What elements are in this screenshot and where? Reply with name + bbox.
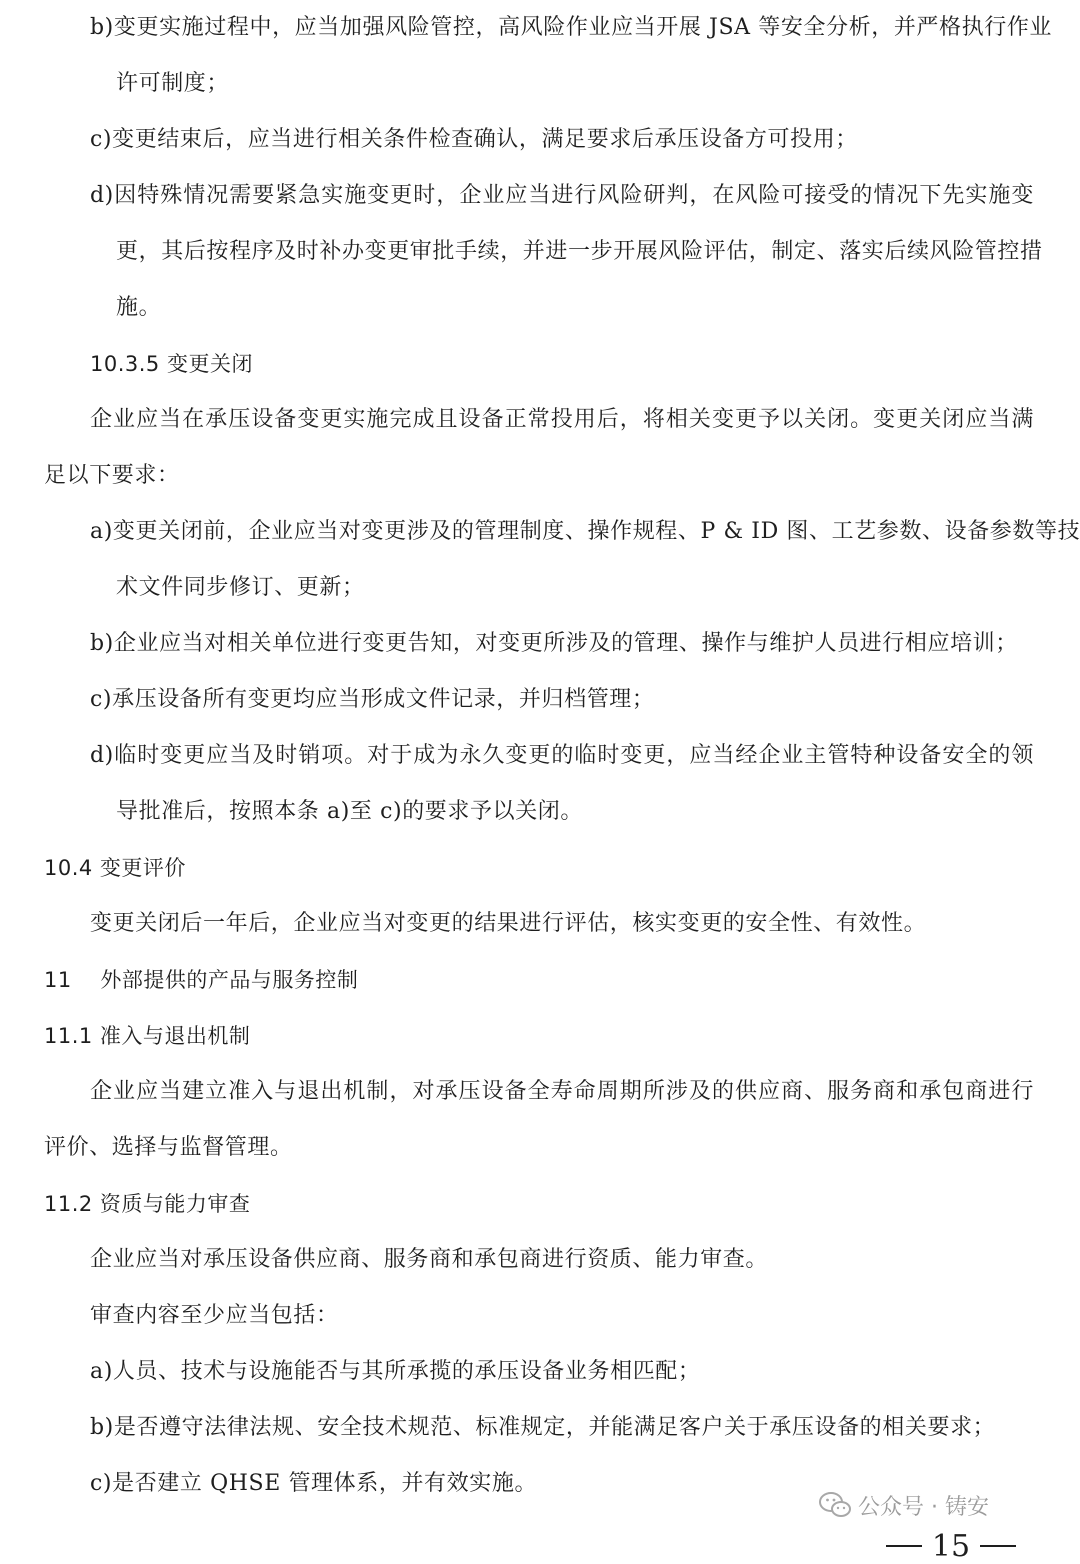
text-line: 更，其后按程序及时补办变更审批手续，并进一步开展风险评估，制定、落实后续风险管控措 — [116, 239, 1043, 264]
wechat-icon — [818, 1491, 852, 1519]
text-line: b)变更实施过程中，应当加强风险管控，高风险作业应当开展 JSA 等安全分析，并严格执行作业 — [90, 15, 1053, 40]
section-heading: 11.1 准入与退出机制 — [44, 1024, 251, 1048]
text-line: d)因特殊情况需要紧急实施变更时，企业应当进行风险研判，在风险可接受的情况下先实施变 — [90, 183, 1034, 208]
text-line: c)承压设备所有变更均应当形成文件记录，并归档管理； — [90, 687, 655, 712]
text-line: 企业应当在承压设备变更实施完成且设备正常投用后，将相关变更予以关闭。变更关闭应当满 — [90, 407, 1034, 432]
text-line: c)是否建立 QHSE 管理体系，并有效实施。 — [90, 1471, 538, 1496]
text-line: 施。 — [116, 295, 162, 320]
text-line: 变更关闭后一年后，企业应当对变更的结果进行评估，核实变更的安全性、有效性。 — [90, 911, 927, 936]
text-line: b)是否遵守法律法规、安全技术规范、标准规定，并能满足客户关于承压设备的相关要求； — [90, 1415, 996, 1440]
page-number-value: 15 — [931, 1528, 971, 1564]
text-line: 足以下要求： — [44, 463, 180, 488]
text-line: c)变更结束后，应当进行相关条件检查确认，满足要求后承压设备方可投用； — [90, 127, 858, 152]
text-line: d)临时变更应当及时销项。对于成为永久变更的临时变更，应当经企业主管特种设备安全的领 — [90, 743, 1034, 768]
text-line: a)人员、技术与设施能否与其所承揽的承压设备业务相匹配； — [90, 1359, 701, 1384]
text-line: b)企业应当对相关单位进行变更告知，对变更所涉及的管理、操作与维护人员进行相应培训； — [90, 631, 1018, 656]
watermark-text: 公众号 · 铸安 — [858, 1494, 989, 1520]
text-line: 术文件同步修订、更新； — [116, 575, 365, 600]
text-line: 审查内容至少应当包括： — [90, 1303, 339, 1328]
watermark — [818, 1487, 1058, 1523]
section-heading: 11 外部提供的产品与服务控制 — [44, 968, 359, 992]
text-line: 企业应当建立准入与退出机制，对承压设备全寿命周期所涉及的供应商、服务商和承包商进行 — [90, 1079, 1034, 1104]
text-line: 许可制度； — [116, 71, 230, 96]
text-line: 导批准后，按照本条 a)至 c)的要求予以关闭。 — [116, 799, 583, 824]
section-heading: 10.3.5 变更关闭 — [90, 352, 253, 376]
text-line: 企业应当对承压设备供应商、服务商和承包商进行资质、能力审查。 — [90, 1247, 769, 1272]
text-line: 评价、选择与监督管理。 — [44, 1135, 293, 1160]
section-heading: 11.2 资质与能力审查 — [44, 1192, 251, 1216]
text-line: a)变更关闭前，企业应当对变更涉及的管理制度、操作规程、P & ID 图、工艺参数、设备参数等技 — [90, 519, 1080, 544]
section-heading: 10.4 变更评价 — [44, 856, 186, 880]
page-number — [886, 1528, 1016, 1564]
